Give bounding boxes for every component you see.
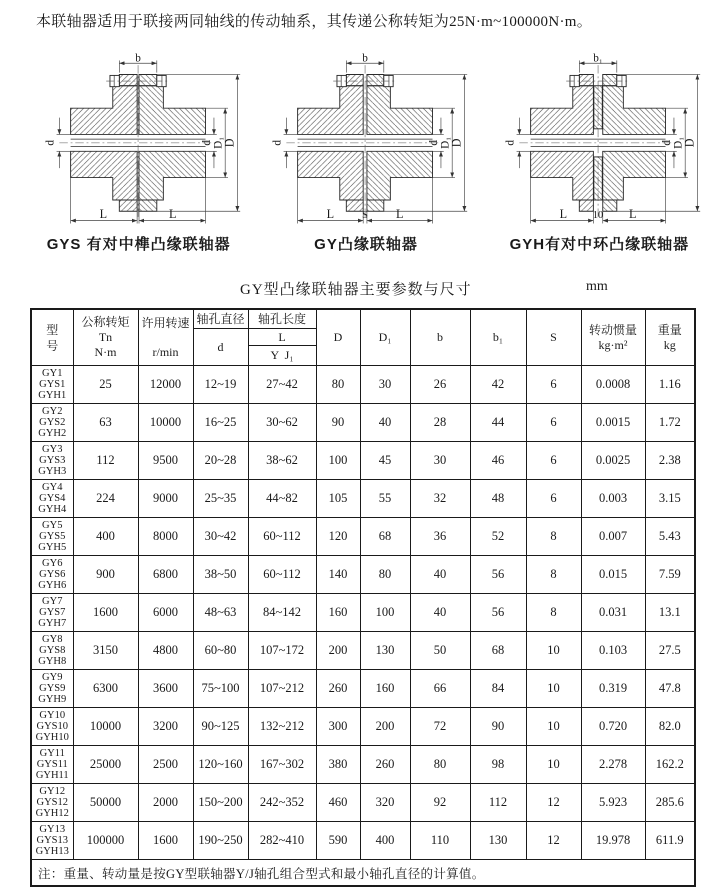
value-cell: 75~100	[193, 670, 248, 708]
value-cell: 0.031	[581, 594, 645, 632]
value-cell: 50000	[73, 784, 138, 822]
parameters-table	[30, 308, 696, 887]
value-cell: 320	[360, 784, 410, 822]
value-cell: 0.0025	[581, 442, 645, 480]
table-row	[31, 632, 695, 670]
value-cell: 150~200	[193, 784, 248, 822]
coupling-drawing-gy	[260, 52, 472, 230]
value-cell: 0.0008	[581, 366, 645, 404]
value-cell: 130	[360, 632, 410, 670]
value-cell: 900	[73, 556, 138, 594]
value-cell: 460	[316, 784, 360, 822]
value-cell: 60~80	[193, 632, 248, 670]
value-cell: 27~42	[248, 366, 316, 404]
diagram-gyh	[475, 52, 724, 254]
value-cell: 3150	[73, 632, 138, 670]
value-cell: 110	[410, 822, 470, 860]
value-cell: 3200	[138, 708, 193, 746]
table-row	[31, 708, 695, 746]
col-header-YJ1: Y J₁	[248, 346, 316, 366]
dim-d1-label: D₁	[439, 136, 452, 149]
diagram-gy	[257, 52, 474, 254]
value-cell: 30~62	[248, 404, 316, 442]
dim-S-label: S	[362, 209, 368, 221]
value-cell: 0.015	[581, 556, 645, 594]
table-row	[31, 404, 695, 442]
col-header-S: S	[526, 309, 581, 366]
value-cell: 90	[316, 404, 360, 442]
value-cell: 162.2	[645, 746, 695, 784]
value-cell: 1600	[73, 594, 138, 632]
value-cell: 7.59	[645, 556, 695, 594]
model-cell: GY1 GYS1 GYH1	[31, 366, 73, 404]
value-cell: 0.720	[581, 708, 645, 746]
value-cell: 4800	[138, 632, 193, 670]
value-cell: 107~172	[248, 632, 316, 670]
col-header-D: D	[316, 309, 360, 366]
dim-d-right-label: d	[200, 140, 213, 146]
dim-d1-label: D₁	[672, 136, 685, 149]
value-cell: 6800	[138, 556, 193, 594]
value-cell: 50	[410, 632, 470, 670]
value-cell: 12	[526, 822, 581, 860]
value-cell: 8000	[138, 518, 193, 556]
value-cell: 160	[316, 594, 360, 632]
value-cell: 611.9	[645, 822, 695, 860]
value-cell: 56	[470, 594, 526, 632]
col-header-L-symbol: L	[248, 329, 316, 346]
model-cell: GY11 GYS11 GYH11	[31, 746, 73, 784]
dim-b-label: b	[362, 52, 368, 65]
value-cell: 30	[360, 366, 410, 404]
model-cell: GY2 GYS2 GYH2	[31, 404, 73, 442]
value-cell: 38~50	[193, 556, 248, 594]
col-header-weight: 重量 kg	[645, 309, 695, 366]
table-row	[31, 594, 695, 632]
dim-b-label: b	[134, 52, 141, 65]
dim-10-label: 10	[593, 209, 604, 221]
value-cell: 0.0015	[581, 404, 645, 442]
diagram-gyh-caption: GYH有对中环凸缘联轴器	[509, 236, 690, 253]
dim-d-left-label: d	[505, 140, 518, 146]
diagram-gys-caption: GYS 有对中榫凸缘联轴器	[46, 236, 231, 253]
value-cell: 0.319	[581, 670, 645, 708]
value-cell: 112	[73, 442, 138, 480]
table-row	[31, 822, 695, 860]
dim-d1-label: D₁	[212, 136, 225, 149]
value-cell: 40	[410, 594, 470, 632]
model-cell: GY3 GYS3 GYH3	[31, 442, 73, 480]
value-cell: 40	[410, 556, 470, 594]
model-cell: GY7 GYS7 GYH7	[31, 594, 73, 632]
value-cell: 84	[470, 670, 526, 708]
value-cell: 30	[410, 442, 470, 480]
col-header-speed: 许用转速 r/min	[138, 309, 193, 366]
value-cell: 120	[316, 518, 360, 556]
value-cell: 10	[526, 632, 581, 670]
table-row	[31, 556, 695, 594]
value-cell: 167~302	[248, 746, 316, 784]
value-cell: 6	[526, 442, 581, 480]
value-cell: 1.72	[645, 404, 695, 442]
col-header-inertia: 转动惯量 kg·m²	[581, 309, 645, 366]
model-cell: GY12 GYS12 GYH12	[31, 784, 73, 822]
dim-D-label: D	[682, 138, 697, 148]
value-cell: 92	[410, 784, 470, 822]
value-cell: 2500	[138, 746, 193, 784]
model-cell: GY5 GYS5 GYH5	[31, 518, 73, 556]
value-cell: 44~82	[248, 480, 316, 518]
value-cell: 82.0	[645, 708, 695, 746]
dim-L-right-label: L	[168, 206, 177, 221]
value-cell: 285.6	[645, 784, 695, 822]
value-cell: 260	[360, 746, 410, 784]
col-header-b1: b₁	[470, 309, 526, 366]
value-cell: 45	[360, 442, 410, 480]
dim-D-label: D	[222, 138, 237, 148]
value-cell: 9000	[138, 480, 193, 518]
model-cell: GY4 GYS4 GYH4	[31, 480, 73, 518]
value-cell: 8	[526, 594, 581, 632]
table-header	[31, 309, 695, 366]
col-header-bore-len: 轴孔长度	[248, 309, 316, 329]
value-cell: 0.103	[581, 632, 645, 670]
table-unit: mm	[586, 279, 608, 294]
table-row	[31, 784, 695, 822]
value-cell: 10	[526, 746, 581, 784]
dim-L-left-label: L	[326, 206, 335, 221]
value-cell: 6	[526, 404, 581, 442]
value-cell: 100	[360, 594, 410, 632]
value-cell: 20~28	[193, 442, 248, 480]
value-cell: 200	[316, 632, 360, 670]
value-cell: 98	[470, 746, 526, 784]
value-cell: 46	[470, 442, 526, 480]
dim-D-label: D	[449, 138, 464, 148]
value-cell: 63	[73, 404, 138, 442]
value-cell: 16~25	[193, 404, 248, 442]
table-note: 注：重量、转动量是按GY型联轴器Y/J轴孔组合型式和最小轴孔直径的计算值。	[31, 860, 695, 887]
value-cell: 260	[316, 670, 360, 708]
value-cell: 66	[410, 670, 470, 708]
value-cell: 9500	[138, 442, 193, 480]
value-cell: 140	[316, 556, 360, 594]
model-cell: GY13 GYS13 GYH13	[31, 822, 73, 860]
value-cell: 90	[470, 708, 526, 746]
value-cell: 8	[526, 518, 581, 556]
value-cell: 13.1	[645, 594, 695, 632]
model-cell: GY8 GYS8 GYH8	[31, 632, 73, 670]
value-cell: 2.278	[581, 746, 645, 784]
table-row	[31, 518, 695, 556]
value-cell: 80	[360, 556, 410, 594]
value-cell: 400	[360, 822, 410, 860]
value-cell: 130	[470, 822, 526, 860]
value-cell: 10	[526, 670, 581, 708]
value-cell: 52	[470, 518, 526, 556]
value-cell: 68	[470, 632, 526, 670]
value-cell: 107~212	[248, 670, 316, 708]
value-cell: 112	[470, 784, 526, 822]
value-cell: 25	[73, 366, 138, 404]
coupling-drawing-gyh	[493, 52, 705, 230]
value-cell: 105	[316, 480, 360, 518]
value-cell: 48~63	[193, 594, 248, 632]
model-cell: GY10 GYS10 GYH10	[31, 708, 73, 746]
value-cell: 242~352	[248, 784, 316, 822]
value-cell: 30~42	[193, 518, 248, 556]
value-cell: 100	[316, 442, 360, 480]
coupling-drawing-gys	[33, 52, 245, 230]
value-cell: 90~125	[193, 708, 248, 746]
value-cell: 38~62	[248, 442, 316, 480]
dim-L-left-label: L	[560, 206, 568, 221]
value-cell: 120~160	[193, 746, 248, 784]
table-body	[31, 366, 695, 860]
value-cell: 40	[360, 404, 410, 442]
col-header-torque: 公称转矩 Tn N·m	[73, 309, 138, 366]
value-cell: 44	[470, 404, 526, 442]
value-cell: 60~112	[248, 518, 316, 556]
dim-L-right-label: L	[396, 206, 404, 221]
page	[0, 12, 726, 881]
value-cell: 26	[410, 366, 470, 404]
value-cell: 36	[410, 518, 470, 556]
value-cell: 27.5	[645, 632, 695, 670]
value-cell: 19.978	[581, 822, 645, 860]
value-cell: 190~250	[193, 822, 248, 860]
table-title-row	[0, 276, 726, 300]
diagram-gy-caption: GY凸缘联轴器	[314, 236, 418, 253]
value-cell: 80	[410, 746, 470, 784]
value-cell: 100000	[73, 822, 138, 860]
table-row	[31, 746, 695, 784]
dim-b1-label: b₁	[593, 52, 604, 65]
value-cell: 80	[316, 366, 360, 404]
value-cell: 12	[526, 784, 581, 822]
value-cell: 0.003	[581, 480, 645, 518]
dim-d-right-label: d	[428, 140, 441, 146]
value-cell: 132~212	[248, 708, 316, 746]
value-cell: 282~410	[248, 822, 316, 860]
diagrams-row	[0, 52, 726, 254]
value-cell: 28	[410, 404, 470, 442]
value-cell: 55	[360, 480, 410, 518]
value-cell: 200	[360, 708, 410, 746]
model-cell: GY9 GYS9 GYH9	[31, 670, 73, 708]
value-cell: 68	[360, 518, 410, 556]
value-cell: 400	[73, 518, 138, 556]
table-row	[31, 366, 695, 404]
value-cell: 12000	[138, 366, 193, 404]
value-cell: 10	[526, 708, 581, 746]
value-cell: 5.43	[645, 518, 695, 556]
value-cell: 1600	[138, 822, 193, 860]
model-cell: GY6 GYS6 GYH6	[31, 556, 73, 594]
col-header-d-symbol: d	[193, 329, 248, 366]
table-row	[31, 670, 695, 708]
diagram-gys	[20, 52, 257, 254]
dim-d-right-label: d	[661, 140, 674, 146]
value-cell: 48	[470, 480, 526, 518]
value-cell: 72	[410, 708, 470, 746]
col-header-bore-dia: 轴孔直径	[193, 309, 248, 329]
value-cell: 8	[526, 556, 581, 594]
value-cell: 300	[316, 708, 360, 746]
value-cell: 25000	[73, 746, 138, 784]
value-cell: 10000	[138, 404, 193, 442]
value-cell: 224	[73, 480, 138, 518]
value-cell: 6	[526, 480, 581, 518]
table-row	[31, 480, 695, 518]
value-cell: 590	[316, 822, 360, 860]
intro-text: 本联轴器适用于联接两同轴线的传动轴系，其传递公称转矩为25N·m~100000N·m。	[36, 14, 593, 30]
value-cell: 380	[316, 746, 360, 784]
dim-d-left-label: d	[44, 140, 57, 146]
value-cell: 25~35	[193, 480, 248, 518]
col-header-D1: D₁	[360, 309, 410, 366]
value-cell: 2.38	[645, 442, 695, 480]
value-cell: 5.923	[581, 784, 645, 822]
value-cell: 3600	[138, 670, 193, 708]
col-header-model: 型号	[31, 309, 73, 366]
value-cell: 42	[470, 366, 526, 404]
value-cell: 12~19	[193, 366, 248, 404]
dim-L-right-label: L	[629, 206, 637, 221]
value-cell: 6000	[138, 594, 193, 632]
dim-L-left-label: L	[99, 206, 107, 221]
value-cell: 32	[410, 480, 470, 518]
value-cell: 160	[360, 670, 410, 708]
value-cell: 1.16	[645, 366, 695, 404]
col-header-b: b	[410, 309, 470, 366]
value-cell: 60~112	[248, 556, 316, 594]
value-cell: 3.15	[645, 480, 695, 518]
table-row	[31, 442, 695, 480]
value-cell: 56	[470, 556, 526, 594]
value-cell: 10000	[73, 708, 138, 746]
value-cell: 84~142	[248, 594, 316, 632]
value-cell: 47.8	[645, 670, 695, 708]
value-cell: 2000	[138, 784, 193, 822]
note-row	[31, 860, 695, 887]
value-cell: 6	[526, 366, 581, 404]
table-title: GY型凸缘联轴器主要参数与尺寸	[240, 282, 472, 298]
value-cell: 0.007	[581, 518, 645, 556]
dim-d-left-label: d	[271, 140, 284, 146]
value-cell: 6300	[73, 670, 138, 708]
